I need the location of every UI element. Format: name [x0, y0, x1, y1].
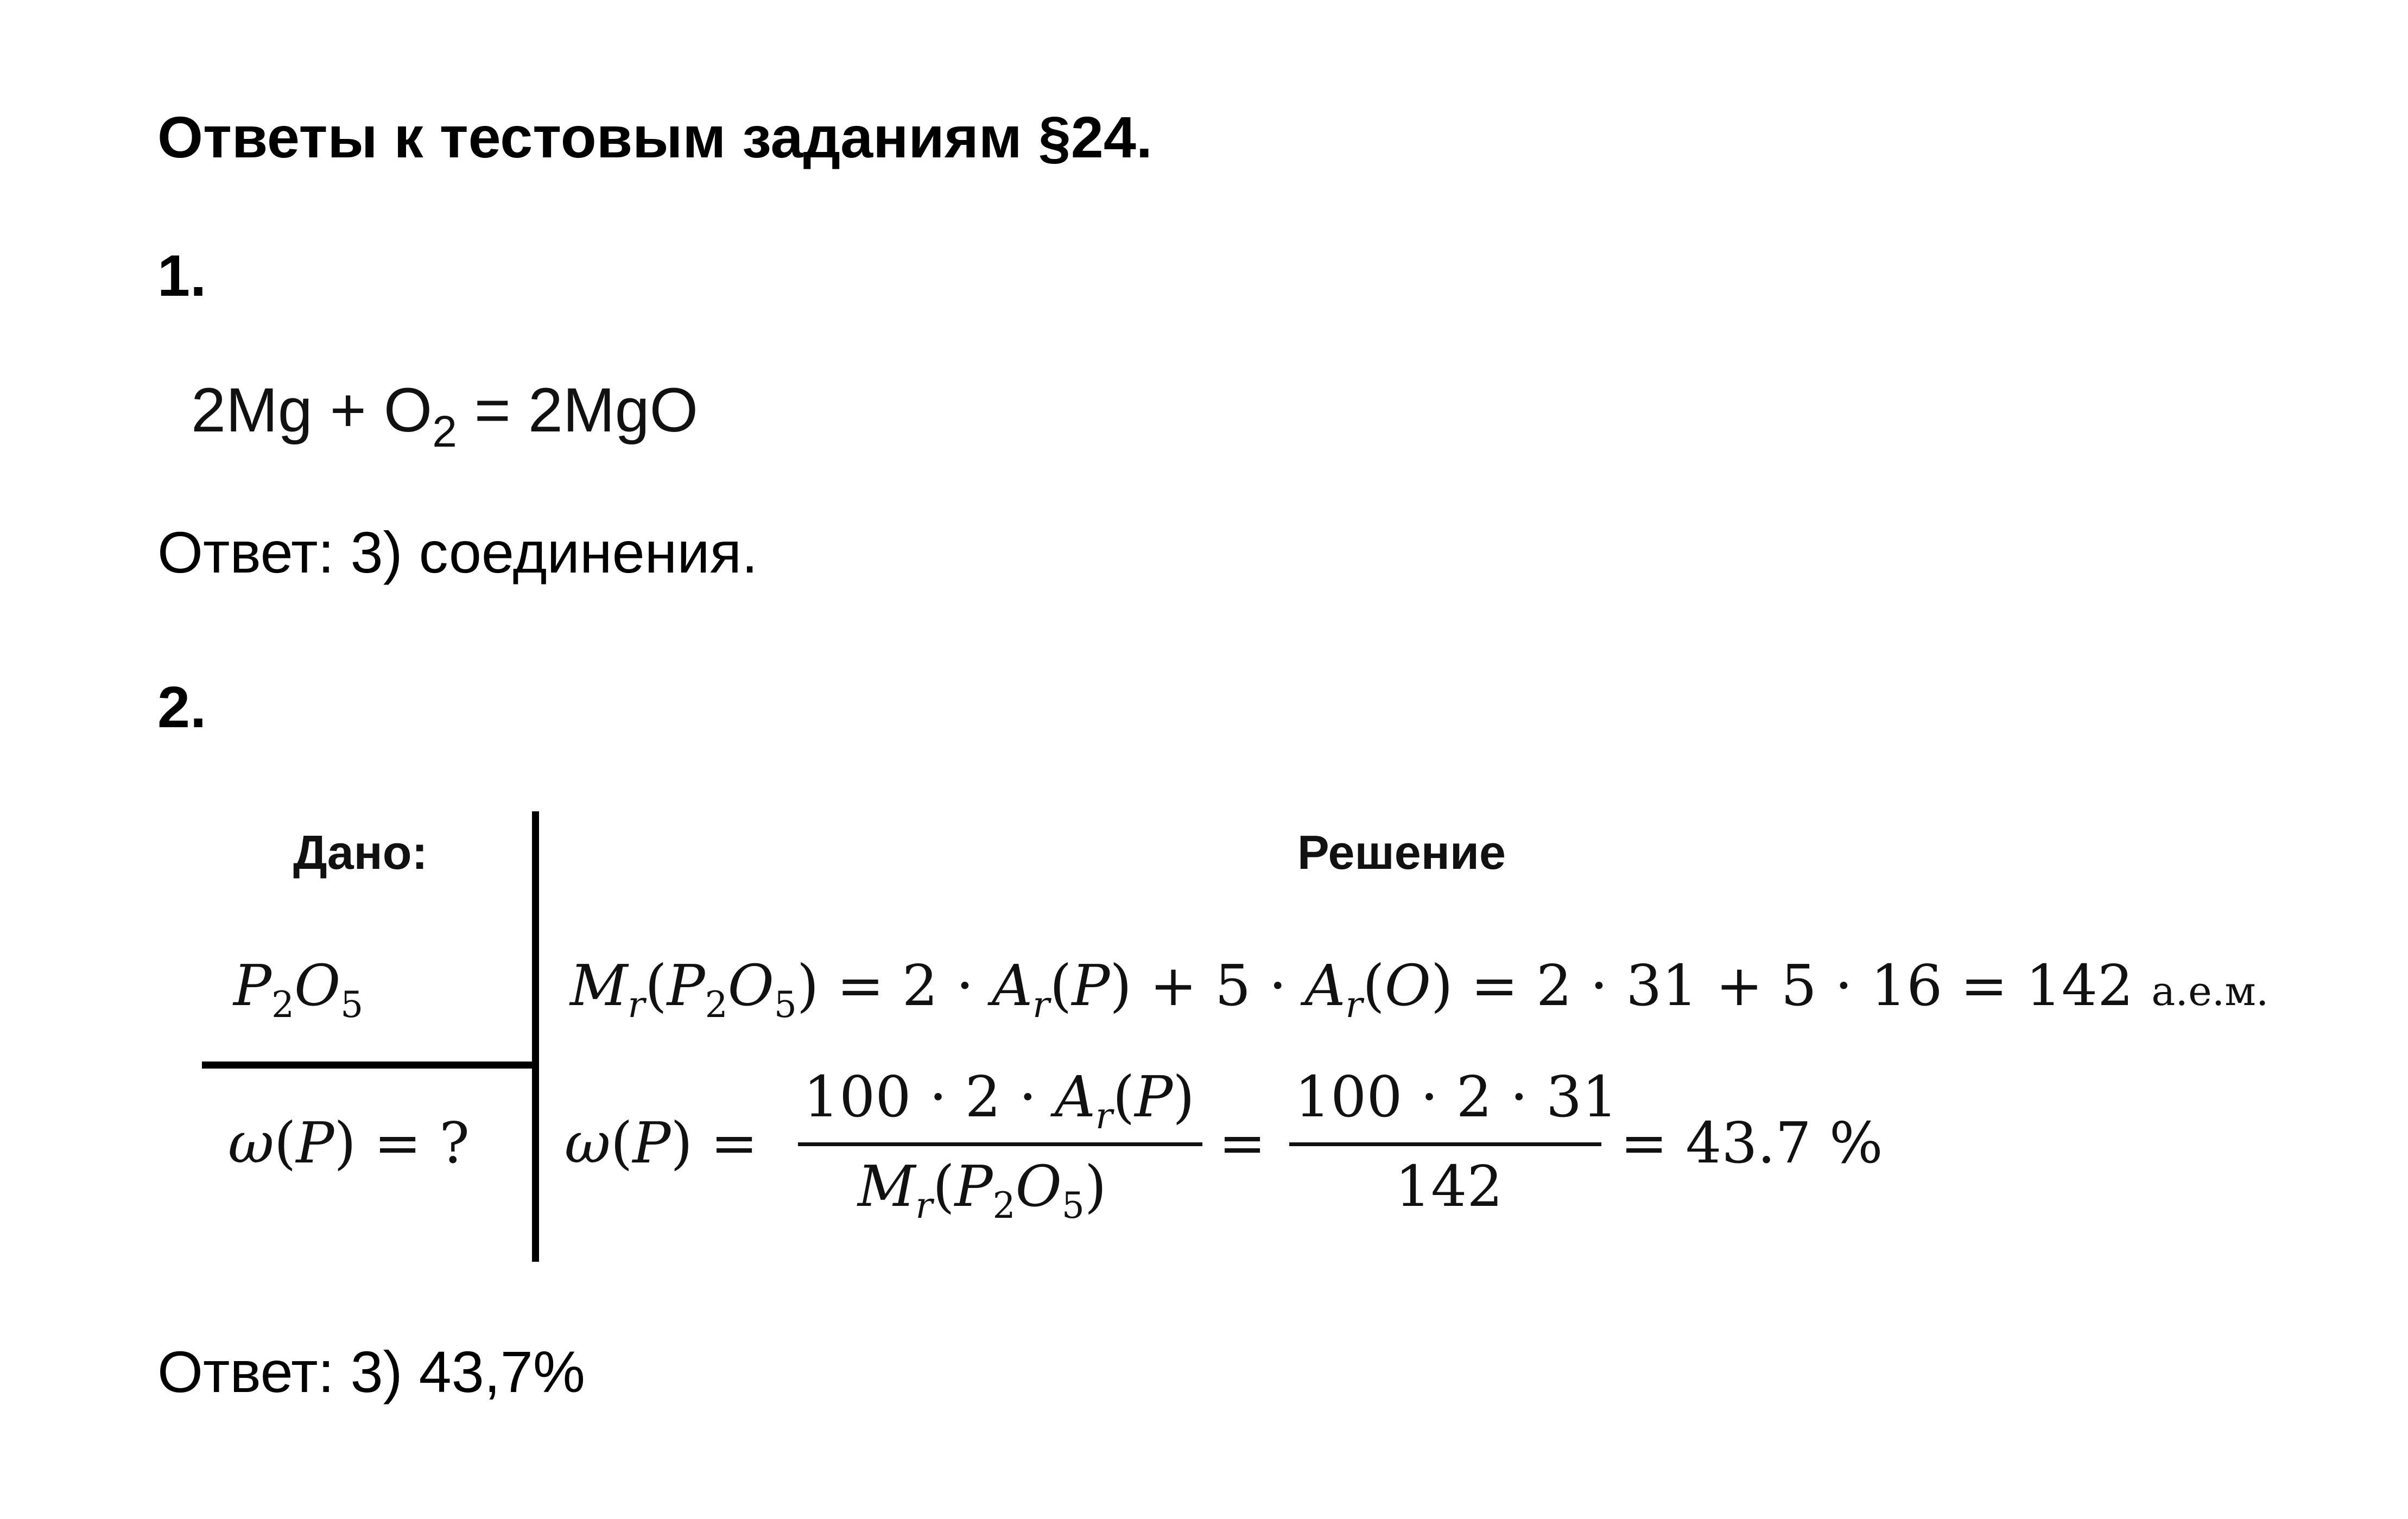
fraction-2-numerator: 100 · 2 · 31 [1295, 1064, 1618, 1130]
equation-subscript: 2 [432, 407, 457, 456]
given-header: Дано: [293, 825, 428, 879]
table-horizontal-divider [202, 1062, 535, 1069]
equals-sign: = [1219, 1110, 1266, 1176]
page-title: Ответы к тестовым заданиям §24. [157, 104, 1152, 170]
fraction-2-denominator: 142 [1395, 1153, 1503, 1219]
fraction-2-bar [1289, 1142, 1601, 1146]
fraction-1-denominator: $M_r(P_2O_5)$ [858, 1153, 1107, 1226]
equation-reactants: 2Mg + O [191, 376, 433, 445]
task-2-answer: Ответ: 3) 43,7% [157, 1339, 585, 1404]
fraction-1-bar [798, 1142, 1202, 1146]
table-vertical-divider [532, 811, 539, 1262]
given-formula-image: $P_2O_5$ [233, 952, 364, 1026]
molar-mass-formula-image: $M_r(P_2O_5) = 2 \cdot A_r(P) + 5 \cdot A_r(O) = 2 \cdot 31 + 5 \cdot 16 = 142$ а.е.м. [570, 952, 2269, 1026]
task-1-number: 1. [157, 243, 207, 308]
solution-header: Решение [1297, 825, 1506, 879]
fraction-1-numerator: $100 \cdot 2 \cdot A_r(P)$ [803, 1064, 1195, 1137]
find-formula-image: ω(P) = ? [228, 1110, 470, 1176]
reaction-equation [191, 374, 699, 456]
result-value: = 43.7 % [1620, 1110, 1883, 1176]
task-1-answer: Ответ: 3) соединения. [157, 519, 758, 585]
omega-lhs: ω(P) = [565, 1110, 758, 1176]
equation-products: = 2MgO [457, 376, 699, 445]
task-2-number: 2. [157, 674, 207, 740]
